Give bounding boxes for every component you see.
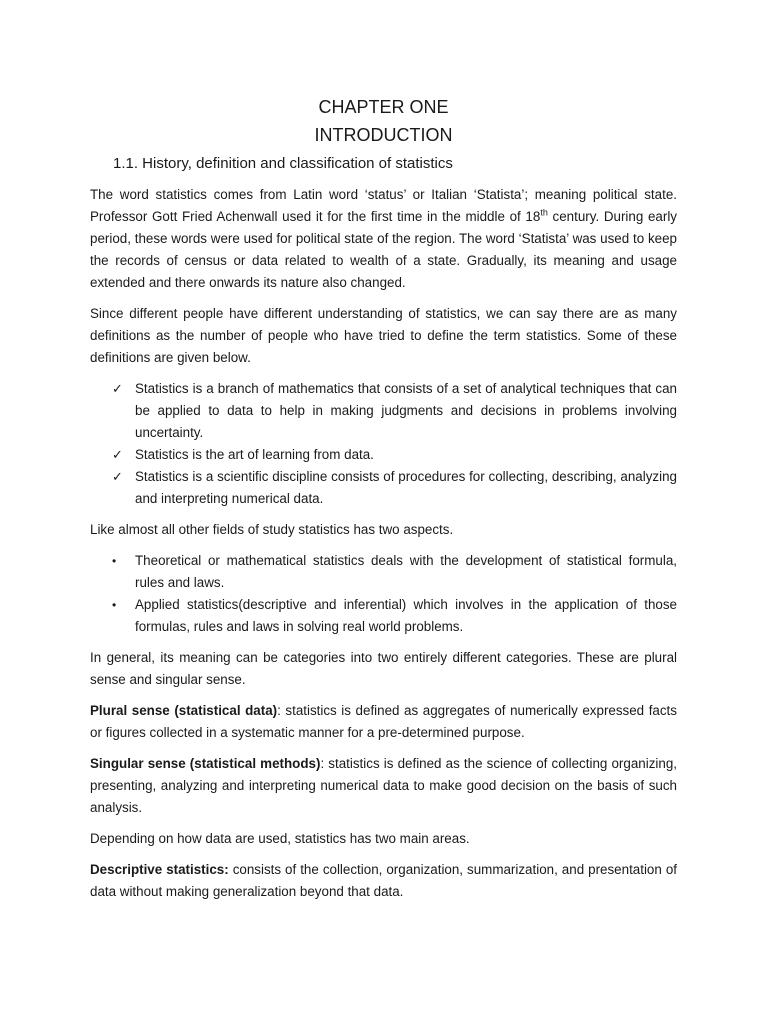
paragraph-main-areas: Depending on how data are used, statistics has two main areas. (90, 831, 470, 846)
paragraph-plural-sense (90, 700, 677, 744)
checkmark-icon: ✓ (112, 447, 123, 462)
bullet-icon: • (112, 598, 117, 612)
paragraph-aspects-intro: Like almost all other fields of study statistics has two aspects. (90, 522, 454, 537)
singular-sense-label: Singular sense (statistical methods) (90, 756, 321, 771)
ordinal-superscript: th (540, 207, 548, 218)
list-item (90, 550, 677, 594)
paragraph-descriptive (90, 859, 677, 903)
paragraph-singular-sense (90, 753, 677, 819)
paragraph-meaning: In general, its meaning can be categories into two entirely different categories. These are plural sense and singular sense. (90, 650, 677, 687)
list-item (90, 594, 677, 638)
paragraph-history (90, 184, 677, 294)
aspect-text: Applied statistics(descriptive and inferential) which involves in the application of those formulas, rules and laws in solving real world problems. (135, 597, 677, 634)
chapter-number: CHAPTER ONE (318, 97, 449, 117)
definitions-list (90, 378, 677, 510)
paragraph-definitions-intro: Since different people have different understanding of statistics, we can say there are as many definitions as the number of people who have tried to define the term statistics. Some of these definitions are given below. (90, 306, 677, 365)
list-item (90, 378, 677, 444)
aspects-list (90, 550, 677, 638)
definition-text: Statistics is a branch of mathematics that consists of a set of analytical techniques that can be applied to data to help in making judgments and decisions in problems involving uncertainty. (135, 381, 677, 440)
definition-text: Statistics is a scientific discipline consists of procedures for collecting, describing, analyzing and interpreting numerical data. (135, 469, 677, 506)
checkmark-icon: ✓ (112, 381, 123, 396)
list-item (90, 444, 677, 466)
definition-text: Statistics is the art of learning from data. (135, 447, 374, 462)
plural-sense-label: Plural sense (statistical data) (90, 703, 278, 718)
descriptive-text: consists of the collection, organization, summarization, and presentation of data without making generalization beyond that data. (90, 862, 677, 899)
paragraph-history-part2: century. During early period, these words were used for political state of the region. The word ‘Statista’ was used to keep the records of census or data related to wealth of a state. Gradually, its meaning and usage extended and there onwards its nature also changed. (90, 209, 677, 290)
descriptive-label: Descriptive statistics: (90, 862, 229, 877)
chapter-title: INTRODUCTION (314, 125, 453, 145)
bullet-icon: • (112, 554, 117, 568)
singular-sense-text: : statistics is defined as the science of collecting organizing, presenting, analyzing and interpreting numerical data to make good decision on the basis of such analysis. (90, 756, 677, 815)
plural-sense-text: : statistics is defined as aggregates of numerically expressed facts or figures collected in a systematic manner for a pre-determined purpose. (90, 703, 677, 740)
paragraph-history-part1: The word statistics comes from Latin word ‘status’ or Italian ‘Statista’; meaning political state. Professor Gott Fried Achenwall used it for the first time in the middle of 18 (90, 187, 677, 224)
section-heading: 1.1. History, definition and classification of statistics (113, 155, 453, 172)
list-item (90, 466, 677, 510)
checkmark-icon: ✓ (112, 469, 123, 484)
aspect-text: Theoretical or mathematical statistics deals with the development of statistical formula, rules and laws. (135, 553, 677, 590)
